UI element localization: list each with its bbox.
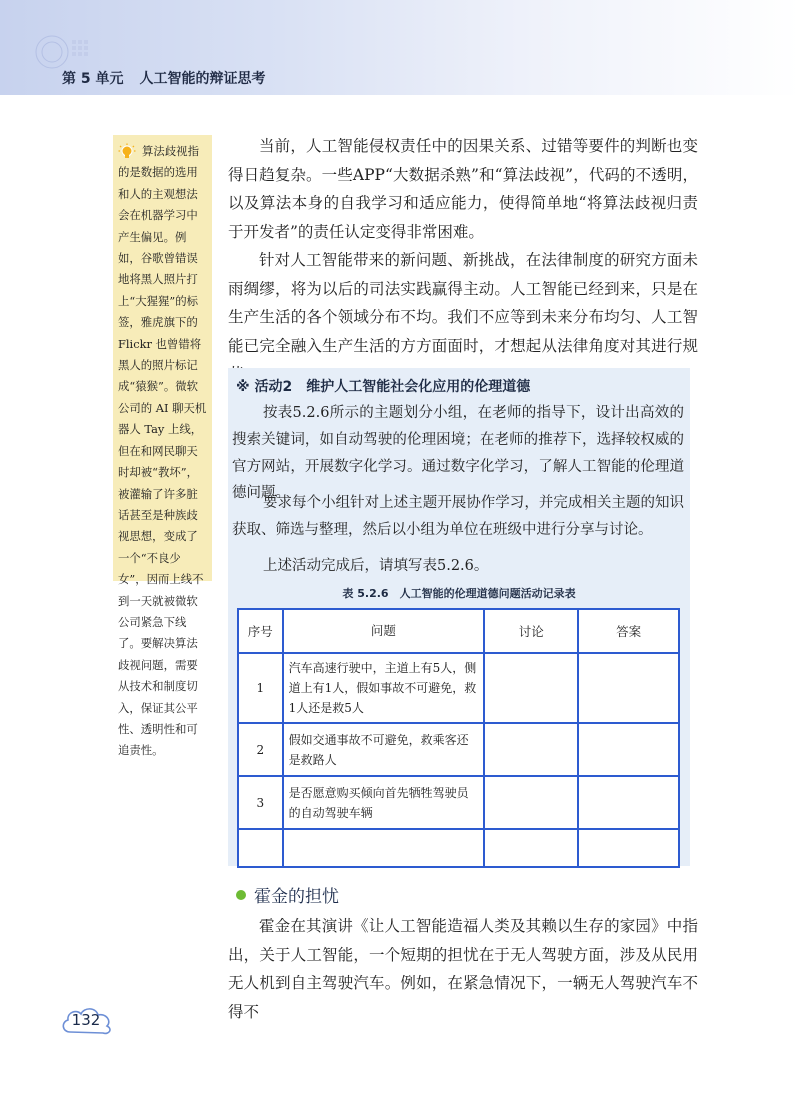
- row-number-cell: 1: [238, 653, 283, 723]
- row-question-cell: 是否愿意购买倾向首先牺牲驾驶员的自动驾驶车辆: [283, 776, 485, 829]
- body-paragraph-1: 当前，人工智能侵权责任中的因果关系、过错等要件的判断也变得日趋复杂。一些APP“大数据杀熟”和“算法歧视”，代码的不透明，以及算法本身的自我学习和适应能力，使得简单地“将算法歧视归责于开发者”的责任认定变得非常困难。: [228, 137, 698, 241]
- page-number: 132: [71, 1011, 101, 1029]
- header-cell-number: 序号: [238, 609, 283, 653]
- row-question-cell: [283, 829, 485, 867]
- activity-paragraph-3: 上述活动完成后，请填写表5.2.6。: [263, 558, 489, 574]
- header-decoration-graphic: [22, 30, 112, 70]
- table-row: [238, 829, 679, 867]
- lightbulb-icon: [118, 143, 136, 161]
- unit-label: 第 5 单元: [62, 71, 124, 87]
- section-heading: [236, 882, 339, 907]
- chapter-title: [62, 68, 266, 88]
- row-discussion-cell[interactable]: [484, 653, 578, 723]
- table-caption: 表 5.2.6 人工智能的伦理道德问题活动记录表: [342, 587, 576, 600]
- table-header-row: [238, 609, 679, 653]
- row-discussion-cell[interactable]: [484, 776, 578, 829]
- row-question-cell: 假如交通事故不可避免，救乘客还是救路人: [283, 723, 485, 776]
- row-number-cell: [238, 829, 283, 867]
- section-paragraph: 霍金在其演讲《让人工智能造福人类及其赖以生存的家园》中指出，关于人工智能，一个短期的担忧在于无人驾驶方面，涉及从民用无人机到自主驾驶汽车。例如，在紧急情况下，一辆无人驾驶汽车不得不: [228, 917, 698, 1021]
- sidebar-note-text: 算法歧视指的是数据的选用和人的主观想法会在机器学习中产生偏见。例如，谷歌曾错误地将黑人照片打上“大猩猩”的标签，雅虎旗下的 Flickr 也曾错将黑人的照片标记成“猿猴”。微软公司的 AI 聊天机器人 Tay 上线，但在和网民聊天时却被“教坏”，被灌输了许多脏话甚至是种族歧视思想，变成了一个“不良少女”，因而上线不到一天就被微软公司紧急下线了。要解决算法歧视问题，需要从技术和制度切入，保证其公平性、透明性和可追责性。: [118, 144, 207, 758]
- table-row: [238, 723, 679, 776]
- activity-paragraph-1: 按表5.2.6所示的主题划分小组，在老师的指导下，设计出高效的搜索关键词，如自动驾驶的伦理困境；在老师的推荐下，选择较权威的官方网站，开展数字化学习。通过数字化学习，了解人工智能的伦理道德问题。: [232, 405, 684, 502]
- row-number-cell: 2: [238, 723, 283, 776]
- row-question-cell: 汽车高速行驶中，主道上有5人，侧道上有1人，假如事故不可避免，救1人还是救5人: [283, 653, 485, 723]
- sidebar-tip-note: [113, 135, 212, 758]
- header-cell-question: 问题: [283, 609, 485, 653]
- body-paragraph-2: 针对人工智能带来的新问题、新挑战，在法律制度的研究方面未雨绸缪，将为以后的司法实践赢得主动。人工智能已经到来，只是在生产生活的各个领域分布不均。我们不应等到未来分布均匀、人工智能已完全融入生产生活的方方面面时，才想起从法律角度对其进行规: [228, 251, 698, 355]
- row-answer-cell[interactable]: [578, 653, 679, 723]
- unit-title: 人工智能的辩证思考: [139, 71, 266, 87]
- row-answer-cell[interactable]: [578, 776, 679, 829]
- table-row: [238, 653, 679, 723]
- section-heading-text: 霍金的担忧: [254, 887, 339, 907]
- activity-title: ※ 活动2 维护人工智能社会化应用的伦理道德: [236, 379, 531, 395]
- row-discussion-cell[interactable]: [484, 829, 578, 867]
- table-row: [238, 776, 679, 829]
- row-discussion-cell[interactable]: [484, 723, 578, 776]
- bullet-dot-icon: [236, 890, 246, 900]
- row-answer-cell[interactable]: [578, 829, 679, 867]
- row-number-cell: 3: [238, 776, 283, 829]
- activity-paragraph-2: 要求每个小组针对上述主题开展协作学习，并完成相关主题的知识获取、筛选与整理，然后以小组为单位在班级中进行分享与讨论。: [232, 495, 684, 538]
- header-cell-answer: 答案: [578, 609, 679, 653]
- row-answer-cell[interactable]: [578, 723, 679, 776]
- activity-record-table: [237, 608, 680, 868]
- header-cell-discussion: 讨论: [484, 609, 578, 653]
